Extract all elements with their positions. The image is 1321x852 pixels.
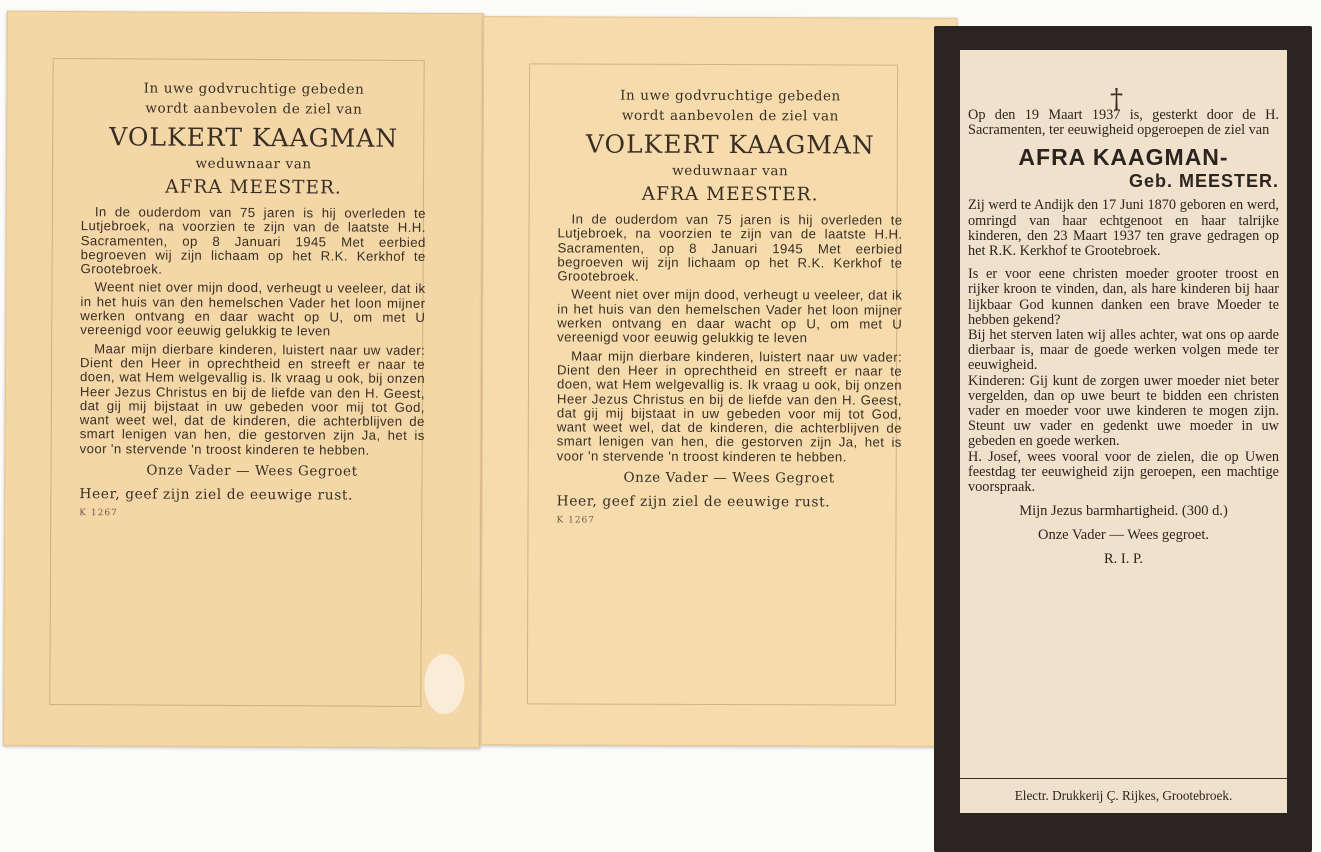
intro-line: wordt aanbevolen de ziel van — [621, 107, 840, 125]
memorial-card-middle — [481, 16, 958, 747]
paragraph: Maar mijn dierbare kinderen, luistert naar uw vader: Dient den Heer in oprechtheid en streeft er naar te doen, wat Hem welgevallig is. Ik vraag u ook, bij onzen Heer Jezus Christus en bij de liefde van den H. Geest, dat gij mij bijstaat in uw gebeden voor mij tot God, want weet wel, dat de kinderen, die achterblijven de smart lenigen van hen, die gestorven zijn Ja, het is voor 'n stervende 'n troost kinderen te hebben. — [79, 340, 426, 458]
paragraph: Zij werd te Andijk den 17 Juni 1870 geboren en werd, omringd van haar echtgenoot en haar talrijke kinderen, den 23 Maart 1937 ten grave gedragen op het R.K. Kerkhof te Grootebroek. — [968, 197, 1279, 260]
paragraph: Bij het sterven laten wij alles achter, wat ons op aarde dierbaar is, maar de goede werken volgen mede ter eeuwigheid. — [968, 327, 1279, 374]
print-code: K 1267 — [556, 515, 596, 526]
paragraph: In de ouderdom van 75 jaren is hij overleden te Lutjebroek, na voorzien te zijn van de laatste H.H. Sacramenten, op 8 Januari 1945 Met eerbied begroeven wij zijn lichaam op het R.K. Kerkhof te Grootebroek. — [80, 204, 426, 277]
card-paper — [960, 50, 1287, 813]
print-code: K 1267 — [79, 508, 118, 519]
prayer-line: Onze Vader — Wees Gegroet — [623, 469, 835, 487]
deceased-name: AFRA KAAGMAN- — [1018, 144, 1229, 171]
intro-line: wordt aanbevolen de ziel van — [145, 100, 363, 118]
indulgence-line: Mijn Jezus barmhartigheid. (300 d.) — [1019, 503, 1228, 520]
intro-line: In uwe godvruchtige gebeden — [620, 87, 841, 105]
printer-line: Electr. Drukkerij Ç. Rijkes, Grootebroek. — [960, 778, 1287, 813]
paragraph: Kinderen: Gij kunt de zorgen uwer moeder niet beter vergelden, dan op uwe beurt te bidden een christen vader en moeder voor uwe kinderen te mogen zijn. Steunt uw vader en gedenkt uwe moeder in uw gebeden en goede werken. — [968, 372, 1279, 450]
card-content — [79, 78, 426, 520]
paragraph: Maar mijn dierbare kinderen, luistert naar uw vader: Dient den Heer in oprechtheid en streeft er naar te doen, wat Hem welgevallig is. Ik vraag u ook, bij onzen Heer Jezus Christus en bij de liefde van den H. Geest, dat gij mij bijstaat in uw gebeden voor mij tot God, want weet wel, dat de kinderen, die achterblijven de smart lenigen van hen, die gestorven zijn Ja, het is voor 'n stervende 'n troost kinderen te hebben. — [556, 348, 903, 465]
closing-line: Heer, geef zijn ziel de eeuwige rust. — [79, 486, 354, 504]
spouse-name: AFRA MEESTER. — [641, 183, 819, 206]
cross-icon: † — [1110, 84, 1123, 114]
deceased-name: VOLKERT KAAGMAN — [109, 122, 399, 153]
paragraph: Is er voor eene christen moeder grooter troost en rijker kroon te vinden, dan, als hare kinderen bij haar lijkbaar God kunnen danken een brave Moeder te hebben gekend? — [968, 266, 1279, 328]
intro-paragraph: Op den 19 Maart 1937 is, gesterkt door de H. Sacramenten, ter eeuwigheid opgeroepen de ziel van — [968, 107, 1279, 139]
spouse-name: AFRA MEESTER. — [165, 176, 342, 199]
prayer-line: Onze Vader — Wees Gegroet — [146, 462, 358, 480]
intro-line: In uwe godvruchtige gebeden — [143, 80, 365, 98]
card-content — [556, 85, 903, 526]
closing-line: Heer, geef zijn ziel de eeuwige rust. — [556, 493, 831, 511]
memorial-card-left — [3, 11, 484, 748]
deceased-name: VOLKERT KAAGMAN — [585, 129, 875, 160]
maiden-name: Geb. MEESTER. — [1128, 171, 1279, 192]
rip-line: R. I. P. — [1103, 551, 1144, 568]
paragraph: Weent niet over mijn dood, verheugt u veeleer, dat ik in het huis van den hemelschen Vader het loon mijner werken ontvang en daar wacht op U, om met U vereenigd voor eeuwig gelukkig te leven — [557, 286, 903, 346]
card-content — [968, 108, 1279, 571]
prayer-line: Onze Vader — Wees gegroet. — [1037, 527, 1210, 544]
paragraph: In de ouderdom van 75 jaren is hij overleden te Lutjebroek, na voorzien te zijn van de laatste H.H. Sacramenten, op 8 Januari 1945 Met eerbied begroeven wij zijn lichaam op het R.K. Kerkhof te Grootebroek. — [557, 211, 903, 284]
paper-stain — [424, 654, 464, 714]
relation-text: weduwnaar van — [672, 162, 789, 180]
paragraph: H. Josef, wees vooral voor de zielen, die op Uwen feestdag ter eeuwigheid zijn geroepen, een machtige voorspraak. — [968, 448, 1279, 496]
relation-text: weduwnaar van — [195, 155, 312, 173]
paragraph: Weent niet over mijn dood, verheugt u veeleer, dat ik in het huis van den hemelschen Vader het loon mijner werken ontvang en daar wacht op U, om met U vereenigd voor eeuwig gelukkig te leven — [80, 279, 426, 339]
memorial-card-right — [934, 26, 1312, 852]
